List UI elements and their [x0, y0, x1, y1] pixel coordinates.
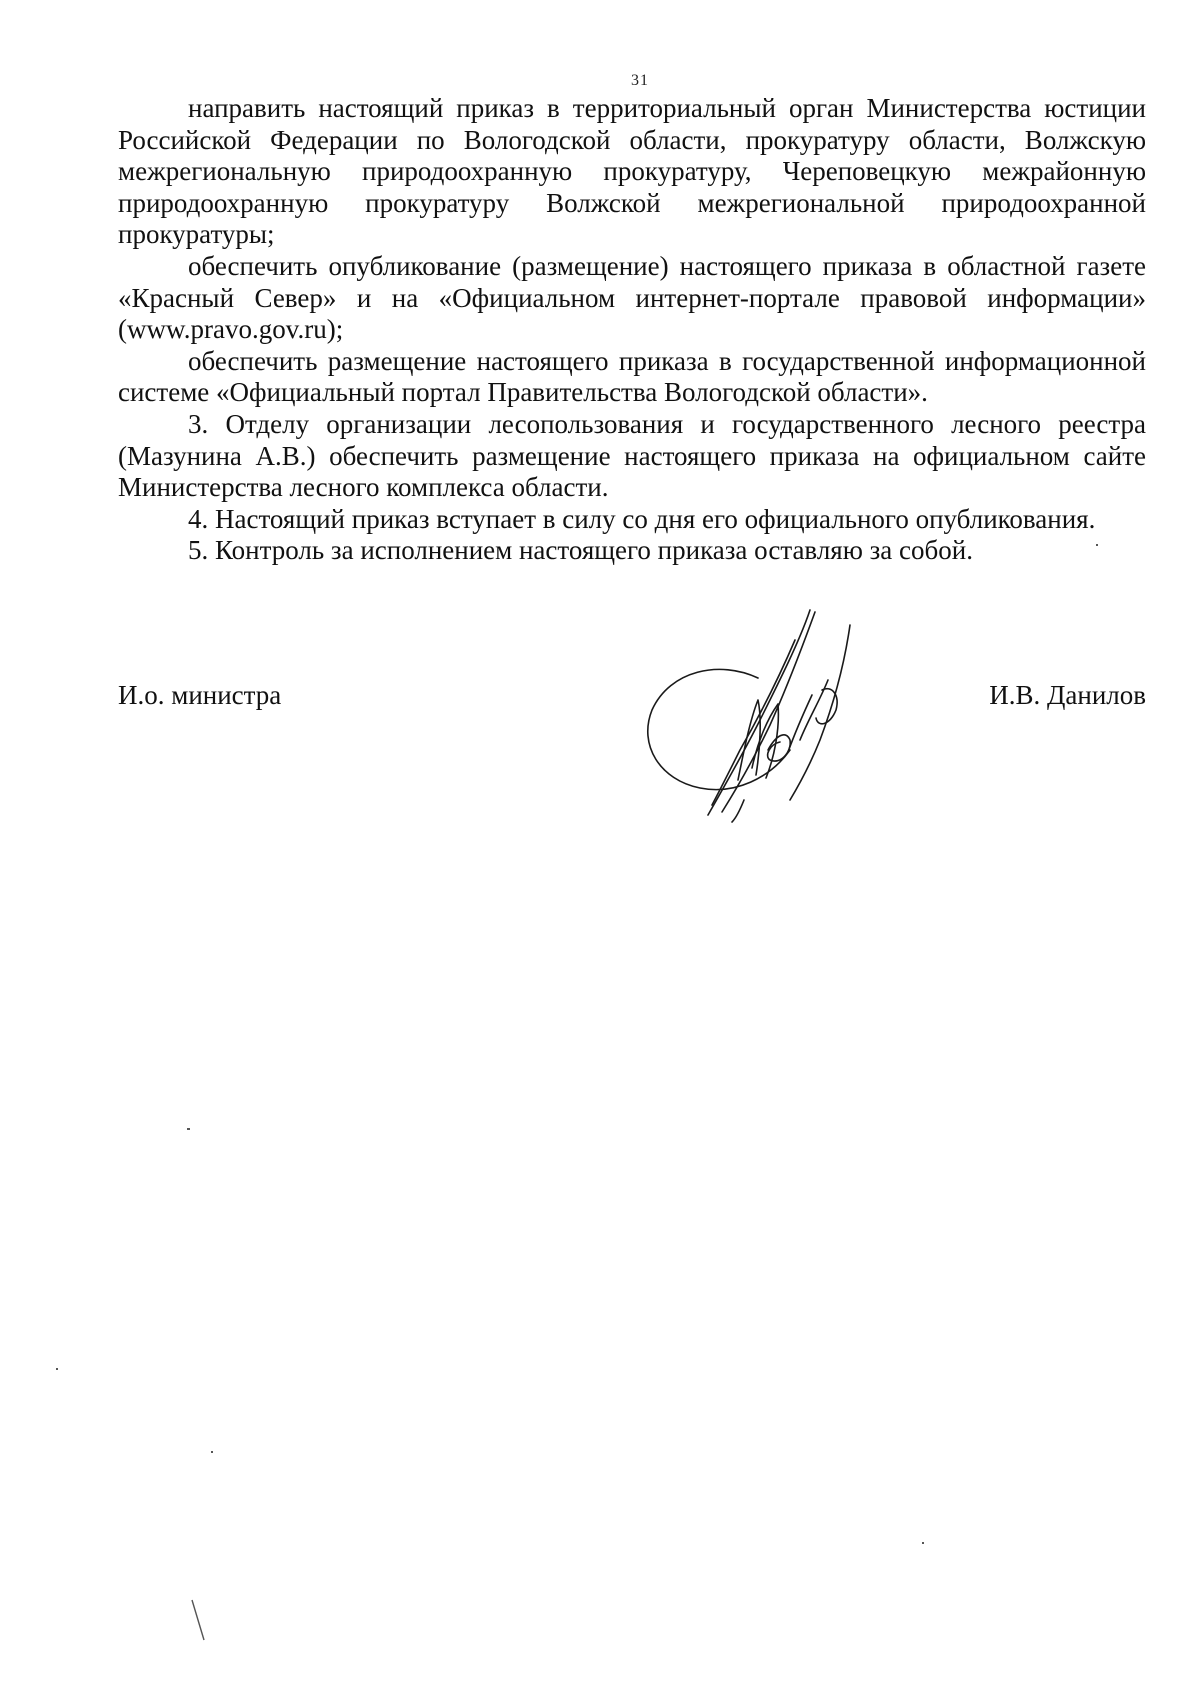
signer-name: И.В. Данилов	[989, 680, 1146, 710]
scan-speck	[56, 1368, 58, 1370]
paragraph-publish-portal: обеспечить размещение настоящего приказа в государственной информационной системе «Официальный портал Правительства Вологодской области».	[118, 345, 1146, 408]
scan-speck	[1096, 544, 1098, 546]
scan-speck	[922, 1542, 924, 1544]
signer-title: И.о. министра	[118, 680, 282, 710]
page-number: 31	[631, 72, 649, 89]
document-body	[118, 93, 1146, 567]
paragraph-send-order: направить настоящий приказ в территориальный орган Министерства юстиции Российской Федерации по Вологодской области, прокуратуру области, Волжскую межрегиональную природоохранную прокуратуру, Череповецкую межрайонную природоохранную прокуратуру Волжской межрегиональной природоохранной прокуратуры;	[118, 93, 1146, 250]
paragraph-item-5: 5. Контроль за исполнением настоящего приказа оставляю за собой.	[188, 535, 973, 566]
paragraph-publish-newspaper: обеспечить опубликование (размещение) настоящего приказа в областной газете «Красный Север» и на «Официальном интернет-портале правовой информации» (www.pravo.gov.ru);	[118, 250, 1146, 345]
handwritten-signature	[640, 600, 900, 830]
scan-speck	[187, 1128, 190, 1130]
paragraph-item-3: 3. Отделу организации лесопользования и государственного лесного реестра (Мазунина А.В.) обеспечить размещение настоящего приказа на официальном сайте Министерства лесного комплекса области.	[118, 408, 1146, 503]
scan-speck	[211, 1451, 213, 1453]
paragraph-item-4: 4. Настоящий приказ вступает в силу со дня его официального опубликования.	[188, 503, 1096, 534]
scan-line-mark	[190, 1598, 210, 1644]
